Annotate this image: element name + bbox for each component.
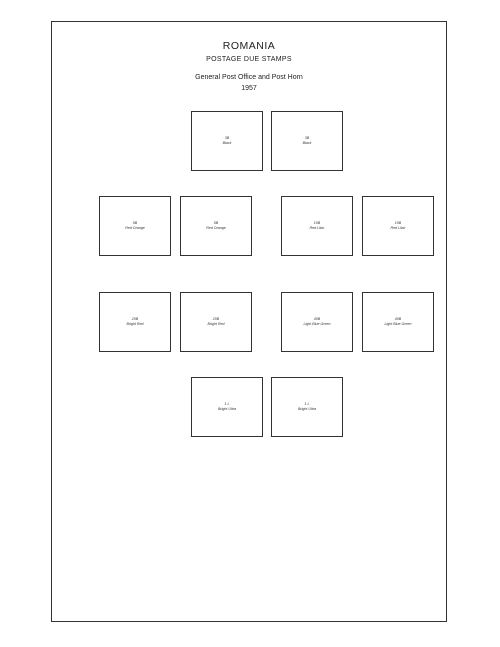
stamp-value: 20B <box>131 317 139 321</box>
stamp-space <box>271 377 343 437</box>
stamp-color: Black <box>302 141 312 145</box>
stamp-color: Bright Red <box>207 322 225 326</box>
issue-title: General Post Office and Post Horn <box>195 74 303 81</box>
stamp-color: Red Lilac <box>309 226 325 230</box>
stamp-space <box>271 111 343 171</box>
stamp-value: 1 L <box>224 402 230 406</box>
stamp-space <box>180 292 252 352</box>
page-title: ROMANIA <box>222 40 276 52</box>
stamp-value: 5B <box>213 221 219 225</box>
stamp-space <box>281 292 353 352</box>
stamp-color: Bright Ultra <box>218 407 236 411</box>
stamp-value: 40B <box>313 317 321 321</box>
stamp-space <box>191 377 263 437</box>
stamp-value: 3B <box>224 136 230 140</box>
section-title: POSTAGE DUE STAMPS <box>206 56 292 63</box>
stamp-value: 10B <box>394 221 402 225</box>
stamp-color: Red Lilac <box>390 226 406 230</box>
stamp-color: Red Orange <box>125 226 145 230</box>
stamp-value: 10B <box>313 221 321 225</box>
stamp-space <box>362 196 434 256</box>
stamp-space <box>362 292 434 352</box>
stamp-space <box>281 196 353 256</box>
stamp-color: Red Orange <box>206 226 226 230</box>
stamp-color: Light Blue Green <box>303 322 331 326</box>
stamp-space <box>99 196 171 256</box>
stamp-color: Bright Red <box>126 322 144 326</box>
stamp-color: Light Blue Green <box>384 322 412 326</box>
stamp-space <box>99 292 171 352</box>
stamp-value: 5B <box>132 221 138 225</box>
stamp-value: 3B <box>304 136 310 140</box>
issue-year: 1957 <box>241 85 257 92</box>
stamp-value: 40B <box>394 317 402 321</box>
stamp-value: 20B <box>212 317 220 321</box>
stamp-color: Black <box>222 141 232 145</box>
stamp-value: 1 L <box>304 402 310 406</box>
stamp-color: Bright Ultra <box>298 407 316 411</box>
stamp-space <box>191 111 263 171</box>
stamp-space <box>180 196 252 256</box>
